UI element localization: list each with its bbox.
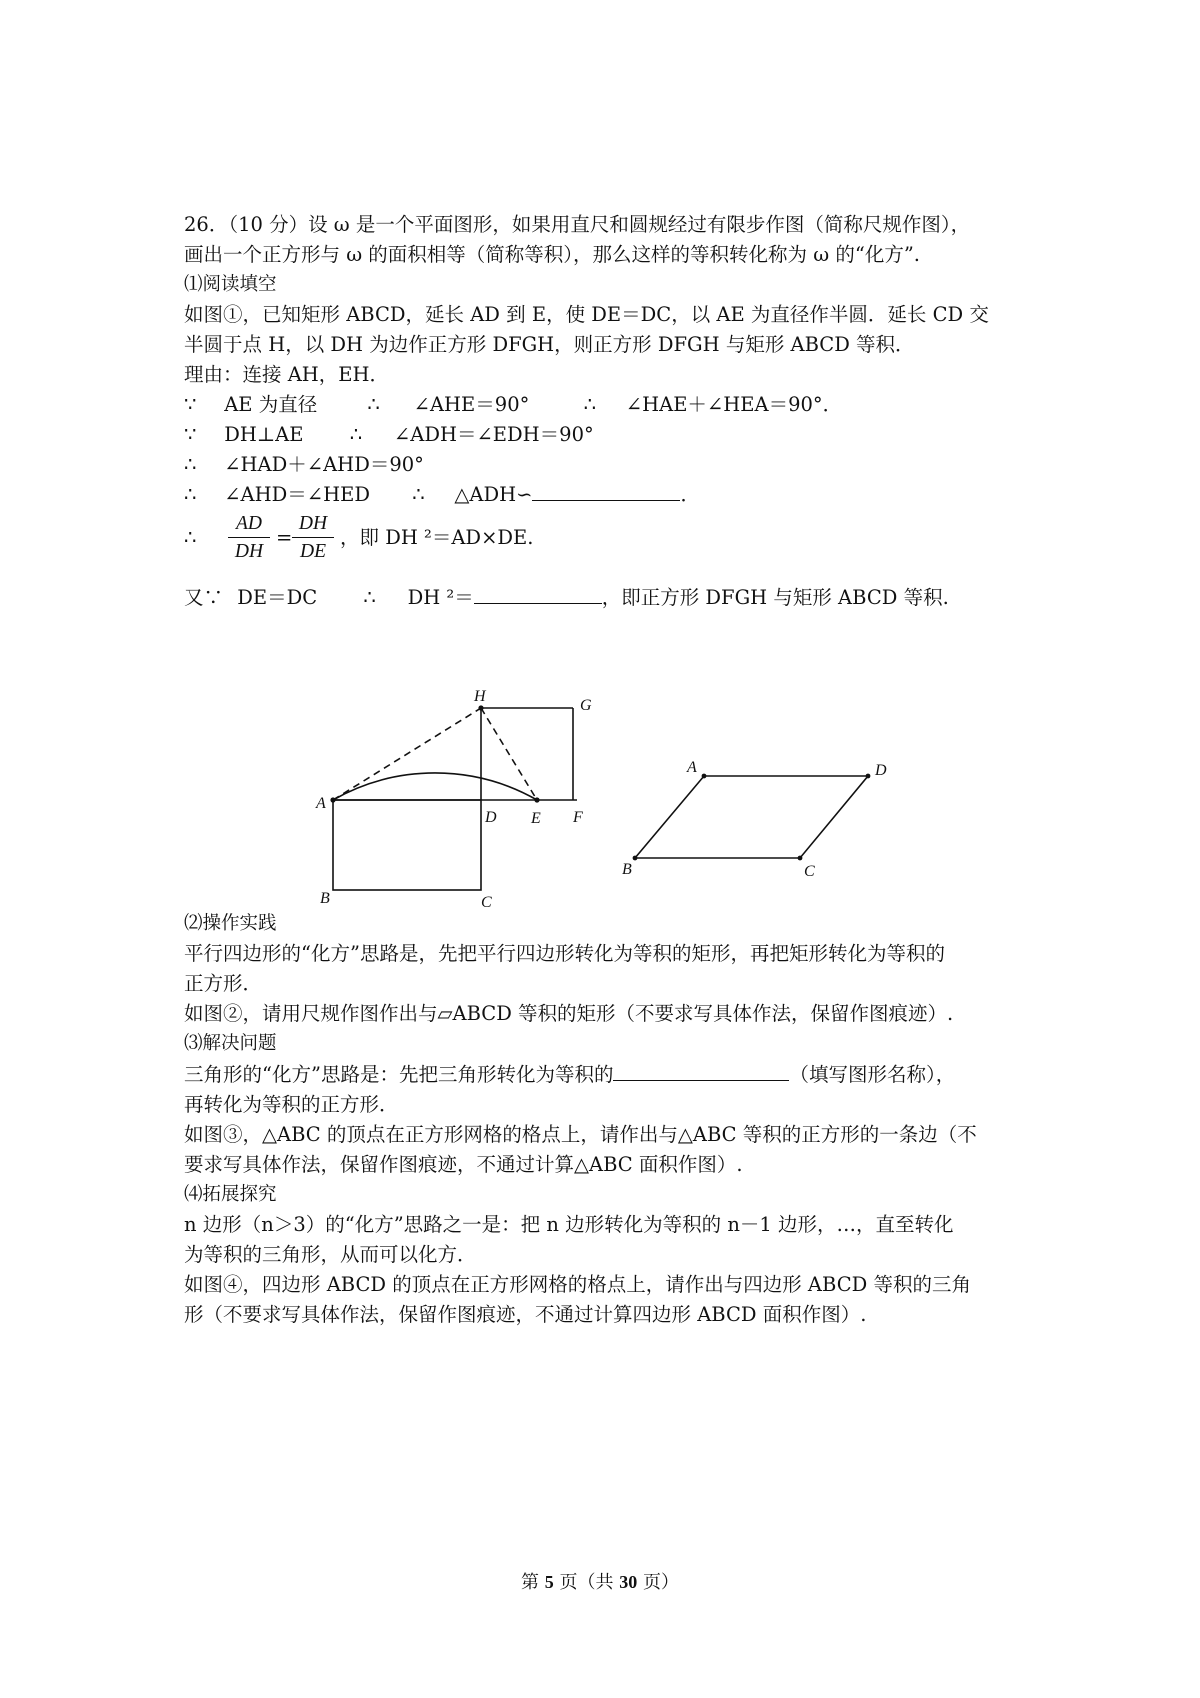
part4-heading: ⑷拓展探究: [184, 1184, 277, 1205]
label-b: B: [320, 890, 330, 907]
part3-line4: 要求写具体作法，保留作图痕迹，不通过计算△ABC 面积作图）.: [184, 1153, 743, 1176]
because-symbol: ∵: [184, 423, 197, 446]
proof-step-6: 又∵ DE＝DC ∴ DH ²＝ ，即正方形 DFGH 与矩形 ABCD 等积.: [184, 586, 949, 609]
figure-2: [635, 776, 868, 858]
part2-line3: 如图②，请用尺规作图作出与▱ABCD 等积的矩形（不要求写具体作法，保留作图痕迹）.: [184, 1002, 954, 1025]
equals-sign: =: [276, 526, 293, 549]
fraction-ad-over-dh: $\frac{AD}{DH}$: [228, 513, 270, 563]
label-d: D: [485, 809, 497, 826]
therefore-symbol: ∴: [412, 483, 425, 506]
label-a2: A: [687, 759, 697, 776]
part1-reason: 理由：连接 AH，EH．: [184, 363, 390, 386]
point-e: [534, 797, 539, 802]
point-c2: [798, 856, 803, 861]
point-h: [478, 705, 483, 710]
part4-line3: 如图④，四边形 ABCD 的顶点在正方形网格的格点上，请作出与四边形 ABCD 等积的三角: [184, 1273, 971, 1296]
dashed-ah: [333, 708, 481, 800]
therefore-symbol: ∴: [349, 423, 363, 446]
therefore-symbol: ∴: [583, 393, 596, 416]
proof-step-2: ∵ DH⊥AE ∴ ∠ADH＝∠EDH＝90°: [184, 423, 594, 446]
part2-line2: 正方形．: [184, 972, 263, 995]
part1-heading: ⑴阅读填空: [184, 274, 277, 295]
total-page-count: 30: [619, 1572, 638, 1592]
label-c: C: [481, 894, 492, 911]
label-c2: C: [804, 863, 815, 880]
label-g: G: [580, 697, 592, 714]
rectangle-abcd: [333, 800, 481, 890]
point-a2: [702, 774, 707, 779]
part3-line1: 三角形的“化方”思路是：先把三角形转化为等积的 （填写图形名称），: [184, 1063, 956, 1086]
semicircle-arc: [333, 773, 537, 800]
part2-line1: 平行四边形的“化方”思路是，先把平行四边形转化为等积的矩形，再把矩形转化为等积的: [184, 942, 945, 965]
label-h: H: [474, 688, 486, 705]
proof-step-5-therefore: ∴: [184, 526, 197, 549]
figure-1: [333, 708, 577, 890]
part3-line2: 再转化为等积的正方形．: [184, 1093, 399, 1116]
page-footer: 第 5 页（共 30 页）: [521, 1572, 679, 1593]
proof-step-3: ∴ ∠HAD＋∠AHD＝90°: [184, 453, 424, 476]
proof-step-4: ∴ ∠AHD＝∠HED ∴ △ADH∽ ．: [184, 483, 700, 506]
part4-line2: 为等积的三角形，从而可以化方．: [184, 1243, 477, 1266]
problem-intro-line2: 画出一个正方形与 ω 的面积相等（简称等积），那么这样的等积转化称为 ω 的“化方”.: [184, 243, 920, 266]
part4-line4: 形（不要求写具体作法，保留作图痕迹，不通过计算四边形 ABCD 面积作图）.: [184, 1303, 867, 1326]
parallelogram-abcd: [635, 776, 868, 858]
label-d2: D: [875, 762, 887, 779]
part1-text-line1: 如图①，已知矩形 ABCD，延长 AD 到 E，使 DE＝DC，以 AE 为直径作半圆．延长 CD 交: [184, 303, 989, 326]
part1-text-line2: 半圆于点 H，以 DH 为边作正方形 DFGH，则正方形 DFGH 与矩形 ABCD 等积．: [184, 333, 915, 356]
point-b2: [633, 856, 638, 861]
part4-line1: n 边形（n＞3）的“化方”思路之一是：把 n 边形转化为等积的 n－1 边形，…，直至转化: [184, 1213, 954, 1236]
label-e: E: [531, 810, 541, 827]
label-a: A: [316, 795, 326, 812]
because-symbol: ∵: [184, 393, 197, 416]
point-a: [330, 797, 335, 802]
label-f: F: [573, 809, 583, 826]
fraction-dh-over-de: $\frac{DH}{DE}$: [292, 513, 334, 563]
point-d2: [866, 774, 871, 779]
proof-step-1: ∵ AE 为直径 ∴ ∠AHE＝90° ∴ ∠HAE＋∠HEA＝90°．: [184, 393, 843, 416]
proof-step-5-tail: ，即 DH ²＝AD×DE.: [340, 526, 534, 549]
therefore-symbol: ∴: [363, 586, 376, 609]
current-page-number: 5: [544, 1572, 554, 1592]
part3-line3: 如图③，△ABC 的顶点在正方形网格的格点上，请作出与△ABC 等积的正方形的一条边（不: [184, 1123, 977, 1146]
therefore-symbol: ∴: [184, 453, 197, 476]
part3-heading: ⑶解决问题: [184, 1033, 277, 1054]
part2-heading: ⑵操作实践: [184, 913, 277, 934]
label-b2: B: [622, 861, 632, 878]
therefore-symbol: ∴: [184, 483, 197, 506]
problem-intro-line1: 26．（10 分）设 ω 是一个平面图形，如果用直尺和圆规经过有限步作图（简称尺规作图），: [184, 213, 971, 236]
therefore-symbol: ∴: [367, 393, 380, 416]
answer-blank-shape-name[interactable]: [613, 1062, 789, 1081]
